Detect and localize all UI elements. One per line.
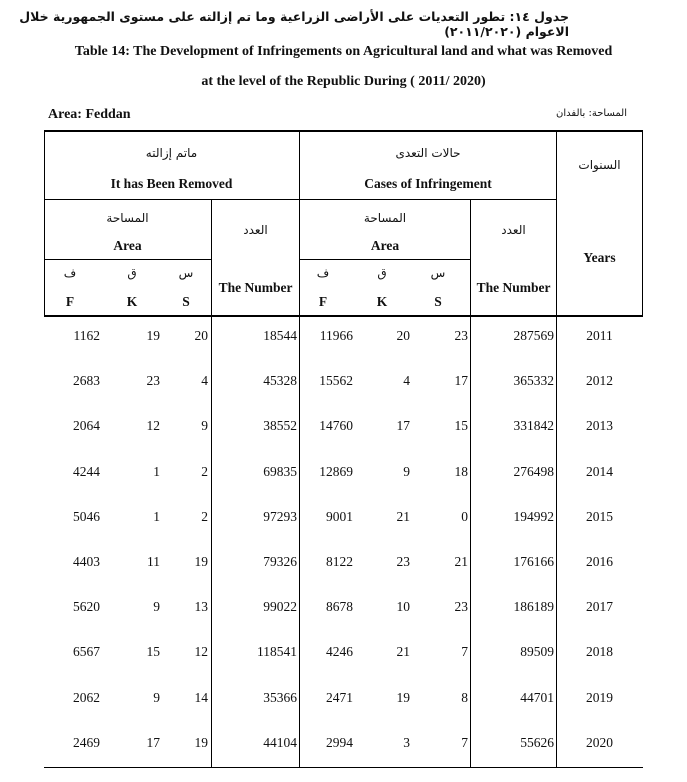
cell-case-k: 9 <box>403 464 410 479</box>
cell-rem-k: 1 <box>153 509 160 524</box>
cell-rem-k: 19 <box>146 328 160 343</box>
cell-rem-num: 69835 <box>263 464 297 479</box>
cell-year: 2012 <box>586 373 613 388</box>
cell-rem-s: 13 <box>194 599 208 614</box>
cell-case-s: 17 <box>454 373 468 388</box>
cell-rem-s: 19 <box>194 554 208 569</box>
cases-s-header-en: S <box>434 294 442 309</box>
cell-case-num: 331842 <box>513 418 554 433</box>
cell-rem-f: 2469 <box>73 735 100 750</box>
cases-s-header-ar: س <box>430 266 446 280</box>
removed-s-header-ar: س <box>178 266 194 280</box>
cell-year: 2018 <box>586 644 613 659</box>
cell-case-num: 276498 <box>513 464 554 479</box>
cell-case-num: 186189 <box>513 599 554 614</box>
cell-case-s: 15 <box>454 418 468 433</box>
cases-k-header-en: K <box>376 294 388 309</box>
cell-case-k: 21 <box>396 644 410 659</box>
cases-header-ar: حالات التعدى <box>395 146 461 160</box>
years-header-ar: السنوات <box>578 158 621 172</box>
cell-rem-k: 17 <box>146 735 160 750</box>
removed-header-ar: ماتم إزالته <box>145 146 198 160</box>
cell-rem-num: 79326 <box>263 554 297 569</box>
cell-case-s: 21 <box>454 554 468 569</box>
cell-case-f: 14760 <box>319 418 353 433</box>
cell-case-s: 0 <box>461 509 468 524</box>
cell-year: 2011 <box>586 328 613 343</box>
cell-rem-f: 1162 <box>73 328 100 343</box>
cell-case-k: 3 <box>403 735 410 750</box>
cell-case-f: 15562 <box>319 373 353 388</box>
cell-case-f: 9001 <box>326 509 353 524</box>
cell-rem-f: 4403 <box>73 554 100 569</box>
cell-case-f: 12869 <box>319 464 353 479</box>
years-header-en: Years <box>583 250 616 265</box>
cell-rem-num: 35366 <box>263 690 297 705</box>
cell-case-num: 55626 <box>520 735 554 750</box>
cell-year: 2017 <box>586 599 613 614</box>
cases-header-en: Cases of Infringement <box>364 176 492 191</box>
cell-case-num: 176166 <box>513 554 554 569</box>
cell-rem-s: 14 <box>194 690 208 705</box>
cases-f-header-ar: ف <box>316 266 330 280</box>
cell-rem-s: 2 <box>201 464 208 479</box>
cell-rem-f: 4244 <box>73 464 100 479</box>
cell-case-k: 23 <box>396 554 410 569</box>
cases-number-header-ar: العدد <box>501 223 526 237</box>
cell-rem-f: 2064 <box>73 418 100 433</box>
removed-number-header-en: The Number <box>218 280 293 295</box>
cell-case-num: 287569 <box>513 328 554 343</box>
cell-rem-k: 1 <box>153 464 160 479</box>
cell-case-num: 44701 <box>520 690 554 705</box>
cell-year: 2020 <box>586 735 613 750</box>
cell-case-num: 89509 <box>520 644 554 659</box>
cell-year: 2019 <box>586 690 613 705</box>
cell-case-k: 10 <box>396 599 410 614</box>
cases-k-header-ar: ق <box>377 266 387 280</box>
cell-case-k: 4 <box>403 373 410 388</box>
removed-s-header-en: S <box>182 294 190 309</box>
cell-case-s: 18 <box>454 464 468 479</box>
cell-case-f: 8678 <box>326 599 353 614</box>
cell-rem-s: 2 <box>201 509 208 524</box>
table-title-line-2: at the level of the Republic During ( 2011/ 2020) <box>201 74 486 89</box>
removed-area-header-ar: المساحة <box>106 211 149 225</box>
cell-rem-k: 12 <box>146 418 160 433</box>
cell-rem-k: 15 <box>146 644 160 659</box>
cases-number-header-en: The Number <box>476 280 551 295</box>
cell-case-k: 17 <box>396 418 410 433</box>
cell-rem-num: 18544 <box>263 328 297 343</box>
cell-case-s: 8 <box>461 690 468 705</box>
arabic-title: جدول ١٤: تطور التعديات على الأراضى الزراعية وما تم إزالته على مستوى الجمهورية خلال الاعوام (٢٠١١/٢٠٢٠) <box>19 9 569 39</box>
cell-rem-k: 23 <box>146 373 160 388</box>
cell-case-s: 23 <box>454 328 468 343</box>
cell-case-k: 20 <box>396 328 410 343</box>
cell-rem-f: 5620 <box>73 599 100 614</box>
cell-case-s: 23 <box>454 599 468 614</box>
cell-rem-f: 2062 <box>73 690 100 705</box>
cell-rem-s: 9 <box>201 418 208 433</box>
cell-case-k: 19 <box>396 690 410 705</box>
cell-rem-k: 9 <box>153 690 160 705</box>
cases-area-header-en: Area <box>370 238 400 253</box>
cases-f-header-en: F <box>318 294 328 309</box>
cell-rem-s: 4 <box>201 373 208 388</box>
cell-rem-num: 44104 <box>263 735 297 750</box>
table-title-line-1: Table 14: The Development of Infringements on Agricultural land and what was Removed <box>74 44 613 59</box>
removed-k-header-en: K <box>126 294 138 309</box>
cell-year: 2015 <box>586 509 613 524</box>
cell-rem-s: 12 <box>194 644 208 659</box>
removed-f-header-ar: ف <box>63 266 77 280</box>
cell-case-f: 11966 <box>319 328 353 343</box>
cell-case-f: 2471 <box>326 690 353 705</box>
cell-rem-num: 118541 <box>257 644 297 659</box>
removed-k-header-ar: ق <box>127 266 137 280</box>
cell-rem-num: 38552 <box>263 418 297 433</box>
cell-year: 2016 <box>586 554 613 569</box>
cell-case-s: 7 <box>461 644 468 659</box>
area-unit-label-en: Area: Feddan <box>48 107 131 122</box>
cell-year: 2014 <box>586 464 613 479</box>
cell-case-f: 4246 <box>326 644 353 659</box>
cell-case-k: 21 <box>396 509 410 524</box>
removed-number-header-ar: العدد <box>243 223 268 237</box>
cell-case-f: 2994 <box>326 735 353 750</box>
cell-year: 2013 <box>586 418 613 433</box>
cell-case-num: 365332 <box>513 373 554 388</box>
cell-rem-num: 97293 <box>263 509 297 524</box>
cell-rem-f: 5046 <box>73 509 100 524</box>
cell-rem-s: 20 <box>194 328 208 343</box>
cell-rem-f: 2683 <box>73 373 100 388</box>
cell-rem-s: 19 <box>194 735 208 750</box>
cell-case-f: 8122 <box>326 554 353 569</box>
cell-case-num: 194992 <box>513 509 554 524</box>
removed-area-header-en: Area <box>113 238 142 253</box>
cases-area-header-ar: المساحة <box>363 211 407 225</box>
removed-header-en: It has Been Removed <box>110 176 233 191</box>
cell-rem-k: 11 <box>147 554 160 569</box>
removed-f-header-en: F <box>65 294 75 309</box>
cell-rem-num: 45328 <box>263 373 297 388</box>
cell-case-s: 7 <box>461 735 468 750</box>
area-unit-label-ar: المساحة: بالفدان <box>556 108 627 119</box>
cell-rem-num: 99022 <box>263 599 297 614</box>
cell-rem-f: 6567 <box>73 644 100 659</box>
cell-rem-k: 9 <box>153 599 160 614</box>
